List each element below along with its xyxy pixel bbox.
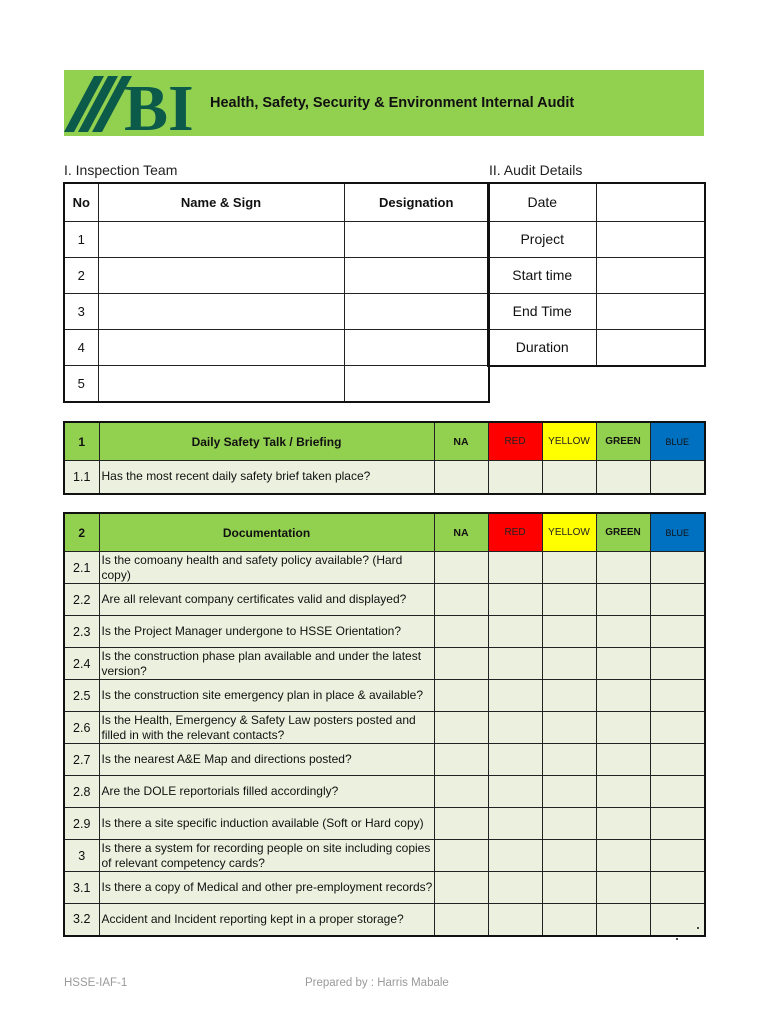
team-row <box>64 257 489 293</box>
row-number: 1 <box>64 221 98 257</box>
red-cell[interactable] <box>488 680 542 712</box>
stray-mark <box>697 927 699 929</box>
item-number: 2.1 <box>64 552 99 584</box>
green-cell[interactable] <box>596 552 650 584</box>
blue-cell[interactable] <box>650 552 705 584</box>
rating-red-header: RED <box>488 513 542 552</box>
green-cell[interactable] <box>596 776 650 808</box>
rating-yellow-header: YELLOW <box>542 422 596 461</box>
green-cell[interactable] <box>596 461 650 494</box>
na-cell[interactable] <box>434 776 488 808</box>
section-number: 1 <box>64 422 99 461</box>
duration-field[interactable] <box>596 329 705 366</box>
project-label: Project <box>488 221 596 257</box>
checklist-row <box>64 840 705 872</box>
yellow-cell[interactable] <box>542 840 596 872</box>
row-number: 2 <box>64 257 98 293</box>
red-cell[interactable] <box>488 840 542 872</box>
yellow-cell[interactable] <box>542 776 596 808</box>
item-question: Is there a system for recording people on site including copies of relevant competency cards? <box>99 840 434 872</box>
red-cell[interactable] <box>488 712 542 744</box>
rating-na-header: NA <box>434 422 488 461</box>
item-question: Is the comoany health and safety policy available? (Hard copy) <box>99 552 434 584</box>
row-number: 5 <box>64 365 98 402</box>
designation-cell[interactable] <box>344 293 489 329</box>
start-time-field[interactable] <box>596 257 705 293</box>
red-cell[interactable] <box>488 776 542 808</box>
yellow-cell[interactable] <box>542 680 596 712</box>
name-sign-cell[interactable] <box>98 329 344 365</box>
yellow-cell[interactable] <box>542 552 596 584</box>
col-name-sign: Name & Sign <box>98 183 344 221</box>
item-question: Is there a copy of Medical and other pre-employment records? <box>99 872 434 904</box>
red-cell[interactable] <box>488 808 542 840</box>
blue-cell[interactable] <box>650 648 705 680</box>
yellow-cell[interactable] <box>542 808 596 840</box>
logo-text: BI <box>124 74 194 134</box>
item-number: 2.5 <box>64 680 99 712</box>
blue-cell[interactable] <box>650 744 705 776</box>
page-title: Health, Safety, Security & Environment Internal Audit <box>210 95 575 111</box>
project-field[interactable] <box>596 221 705 257</box>
item-question: Has the most recent daily safety brief taken place? <box>99 461 434 494</box>
item-question: Is the Health, Emergency & Safety Law posters posted and filled in with the relevant contacts? <box>99 712 434 744</box>
rating-yellow-header: YELLOW <box>542 513 596 552</box>
na-cell[interactable] <box>434 904 488 936</box>
designation-cell[interactable] <box>344 329 489 365</box>
item-question: Accident and Incident reporting kept in a proper storage? <box>99 904 434 936</box>
checklist-row <box>64 872 705 904</box>
rating-na-header: NA <box>434 513 488 552</box>
item-number: 2.4 <box>64 648 99 680</box>
red-cell[interactable] <box>488 648 542 680</box>
blue-cell[interactable] <box>650 808 705 840</box>
na-cell[interactable] <box>434 552 488 584</box>
team-row <box>64 365 489 402</box>
designation-cell[interactable] <box>344 221 489 257</box>
rating-blue-header: BLUE <box>650 513 705 552</box>
checklist-row <box>64 616 705 648</box>
company-logo <box>64 74 204 134</box>
green-cell[interactable] <box>596 840 650 872</box>
green-cell[interactable] <box>596 680 650 712</box>
blue-cell[interactable] <box>650 712 705 744</box>
green-cell[interactable] <box>596 872 650 904</box>
blue-cell[interactable] <box>650 584 705 616</box>
green-cell[interactable] <box>596 904 650 936</box>
na-cell[interactable] <box>434 712 488 744</box>
na-cell[interactable] <box>434 648 488 680</box>
team-row <box>64 293 489 329</box>
yellow-cell[interactable] <box>542 744 596 776</box>
blue-cell[interactable] <box>650 776 705 808</box>
audit-details-label: II. Audit Details <box>489 162 583 178</box>
col-no: No <box>64 183 98 221</box>
team-row <box>64 329 489 365</box>
checklist-row <box>64 776 705 808</box>
item-number: 2.8 <box>64 776 99 808</box>
checklist-row <box>64 680 705 712</box>
item-number: 3 <box>64 840 99 872</box>
item-question: Is the construction site emergency plan in place & available? <box>99 680 434 712</box>
section-1-table <box>63 421 706 495</box>
na-cell[interactable] <box>434 872 488 904</box>
na-cell[interactable] <box>434 584 488 616</box>
col-designation: Designation <box>344 183 489 221</box>
inspection-team-table <box>63 182 490 403</box>
rating-green-header: GREEN <box>596 422 650 461</box>
checklist-row <box>64 712 705 744</box>
section-number: 2 <box>64 513 99 552</box>
na-cell[interactable] <box>434 461 488 494</box>
prepared-by: Prepared by : Harris Mabale <box>305 977 449 989</box>
section-title: Daily Safety Talk / Briefing <box>99 422 434 461</box>
blue-cell[interactable] <box>650 904 705 936</box>
na-cell[interactable] <box>434 680 488 712</box>
item-number: 2.9 <box>64 808 99 840</box>
blue-cell[interactable] <box>650 461 705 494</box>
green-cell[interactable] <box>596 648 650 680</box>
green-cell[interactable] <box>596 712 650 744</box>
item-question: Are all relevant company certificates valid and displayed? <box>99 584 434 616</box>
checklist-row <box>64 904 705 936</box>
green-cell[interactable] <box>596 616 650 648</box>
end-time-label: End Time <box>488 293 596 329</box>
audit-details-table <box>487 182 706 367</box>
team-row <box>64 221 489 257</box>
yellow-cell[interactable] <box>542 872 596 904</box>
item-number: 2.3 <box>64 616 99 648</box>
item-question: Are the DOLE reportorials filled accordingly? <box>99 776 434 808</box>
inspection-team-label: I. Inspection Team <box>64 162 178 178</box>
end-time-field[interactable] <box>596 293 705 329</box>
stray-mark <box>676 938 678 940</box>
red-cell[interactable] <box>488 904 542 936</box>
section-2-table <box>63 512 706 937</box>
blue-cell[interactable] <box>650 680 705 712</box>
blue-cell[interactable] <box>650 840 705 872</box>
start-time-label: Start time <box>488 257 596 293</box>
green-cell[interactable] <box>596 744 650 776</box>
name-sign-cell[interactable] <box>98 257 344 293</box>
red-cell[interactable] <box>488 744 542 776</box>
designation-cell[interactable] <box>344 365 489 402</box>
yellow-cell[interactable] <box>542 616 596 648</box>
header-banner <box>64 70 704 136</box>
yellow-cell[interactable] <box>542 648 596 680</box>
designation-cell[interactable] <box>344 257 489 293</box>
checklist-row <box>64 552 705 584</box>
item-number: 3.1 <box>64 872 99 904</box>
red-cell[interactable] <box>488 584 542 616</box>
blue-cell[interactable] <box>650 872 705 904</box>
checklist-row <box>64 461 705 494</box>
date-field[interactable] <box>596 183 705 221</box>
duration-label: Duration <box>488 329 596 366</box>
checklist-row <box>64 584 705 616</box>
form-code: HSSE-IAF-1 <box>64 977 128 989</box>
red-cell[interactable] <box>488 461 542 494</box>
item-number: 2.2 <box>64 584 99 616</box>
green-cell[interactable] <box>596 808 650 840</box>
na-cell[interactable] <box>434 808 488 840</box>
item-question: Is the construction phase plan available and under the latest version? <box>99 648 434 680</box>
rating-red-header: RED <box>488 422 542 461</box>
name-sign-cell[interactable] <box>98 293 344 329</box>
blue-cell[interactable] <box>650 616 705 648</box>
checklist-row <box>64 808 705 840</box>
section-title: Documentation <box>99 513 434 552</box>
na-cell[interactable] <box>434 616 488 648</box>
red-cell[interactable] <box>488 872 542 904</box>
na-cell[interactable] <box>434 840 488 872</box>
yellow-cell[interactable] <box>542 584 596 616</box>
date-label: Date <box>488 183 596 221</box>
item-question: Is the Project Manager undergone to HSSE Orientation? <box>99 616 434 648</box>
item-number: 1.1 <box>64 461 99 494</box>
na-cell[interactable] <box>434 744 488 776</box>
item-question: Is the nearest A&E Map and directions posted? <box>99 744 434 776</box>
rating-green-header: GREEN <box>596 513 650 552</box>
red-cell[interactable] <box>488 616 542 648</box>
name-sign-cell[interactable] <box>98 221 344 257</box>
checklist-row <box>64 648 705 680</box>
rating-blue-header: BLUE <box>650 422 705 461</box>
green-cell[interactable] <box>596 584 650 616</box>
red-cell[interactable] <box>488 552 542 584</box>
item-number: 3.2 <box>64 904 99 936</box>
yellow-cell[interactable] <box>542 712 596 744</box>
checklist-row <box>64 744 705 776</box>
row-number: 4 <box>64 329 98 365</box>
name-sign-cell[interactable] <box>98 365 344 402</box>
item-number: 2.6 <box>64 712 99 744</box>
item-question: Is there a site specific induction available (Soft or Hard copy) <box>99 808 434 840</box>
row-number: 3 <box>64 293 98 329</box>
yellow-cell[interactable] <box>542 904 596 936</box>
yellow-cell[interactable] <box>542 461 596 494</box>
item-number: 2.7 <box>64 744 99 776</box>
